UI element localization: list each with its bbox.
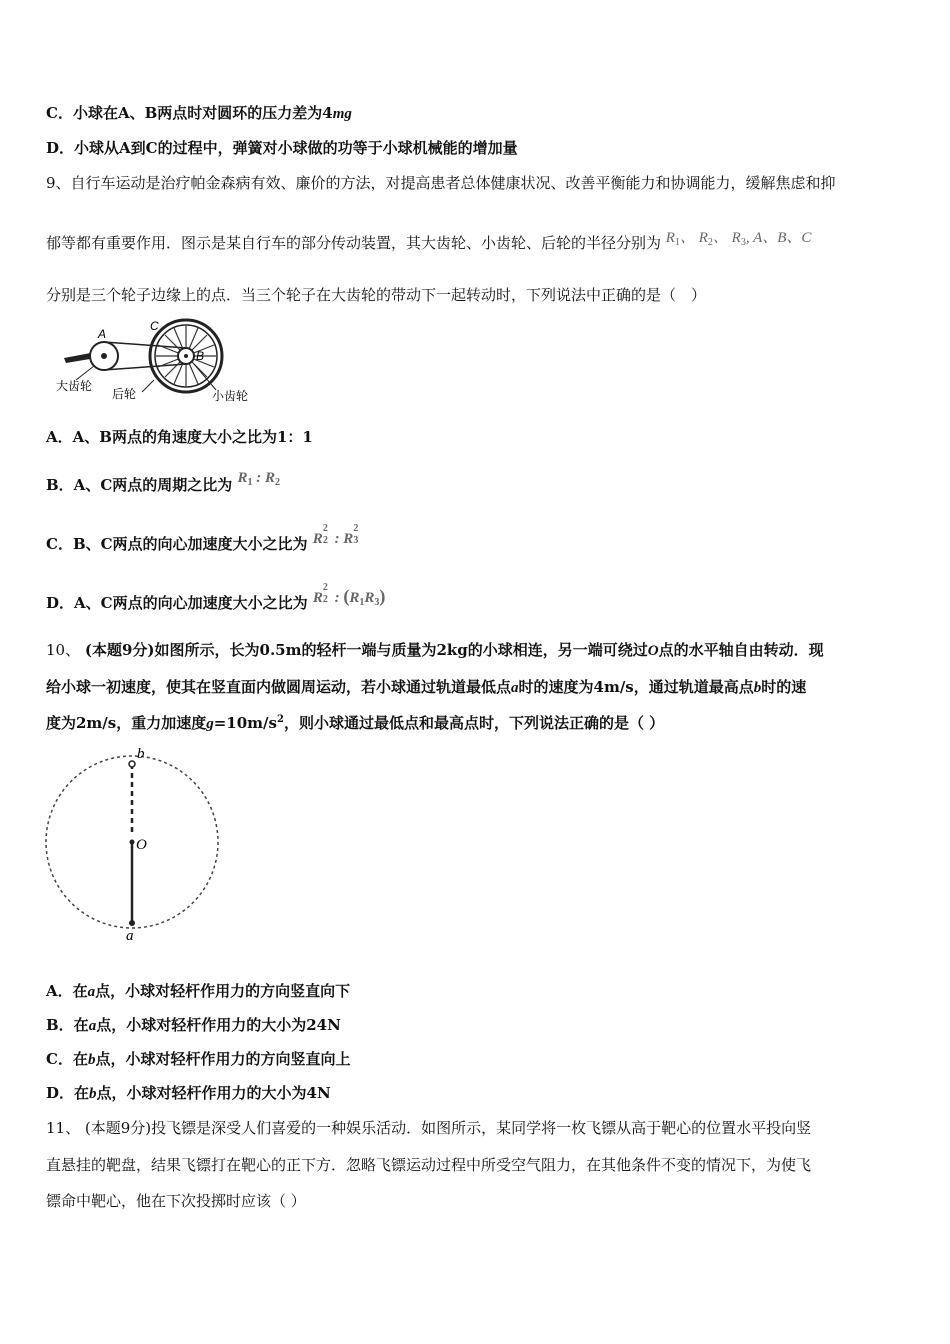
label-c: C: [150, 319, 159, 333]
q9-option-b: B．A、C两点的周期之比为 $R_1$ : $R_2$: [46, 470, 281, 494]
q11-stem-line-2: 直悬挂的靶盘，结果飞镖打在靶心的正下方．忽略飞镖运动过程中所受空气阻力，在其他条件不变的情况下，为使飞: [46, 1156, 812, 1174]
q10-option-c: C．在b点，小球对轻杆作用力的方向竖直向上: [46, 1050, 351, 1068]
bicycle-transmission-figure: [56, 318, 266, 410]
pivot-o: [130, 840, 135, 845]
label-a: a: [126, 928, 134, 942]
q8-option-c: C．小球在A、B两点时对圆环的压力差为4mg: [46, 104, 352, 122]
label-b: B: [196, 349, 205, 363]
q10-stem-line-3: 度为2m/s，重力加速度$g=10m/s^2$，则小球通过最低点和最高点时，下列说法正确的是（ ）: [46, 714, 665, 732]
q11-stem-line-3: 镖命中靶心，他在下次投掷时应该（ ）: [46, 1192, 306, 1210]
q8-option-d: D．小球从A到C的过程中，弹簧对小球做的功等于小球机械能的增加量: [46, 139, 518, 157]
q10-stem-line-2: 给小球一初速度，使其在竖直面内做圆周运动，若小球通过轨道最低点a时的速度为4m/s，通过轨道最高点b时的速: [46, 678, 807, 696]
label-small-gear: 小齿轮: [212, 389, 249, 403]
q9-option-d: D．A、C两点的向心加速度大小之比为 R 2 2 : $(R_1R_3)$: [46, 582, 386, 612]
q10-option-b: B．在a点，小球对轻杆作用力的大小为24N: [46, 1016, 341, 1034]
ball-position-b: [129, 761, 135, 767]
label-rear-wheel: 后轮: [112, 387, 137, 401]
rod-circle-figure: [44, 742, 224, 942]
q11-stem-line-1: 11、 (本题9分)投飞镖是深受人们喜爱的一种娱乐活动．如图所示，某同学将一枚飞镖从高于靶心的位置水平投向竖: [46, 1119, 812, 1137]
q9-stem-line-1: 9、自行车运动是治疗帕金森病有效、廉价的方法，对提高患者总体健康状况、改善平衡能力和协调能力，缓解焦虑和抑: [46, 174, 836, 192]
q9-option-c: C．B、C两点的向心加速度大小之比为 R 2 2 : R 2 3: [46, 523, 359, 553]
q9-option-a: A．A、B两点的角速度大小之比为1：1: [46, 428, 313, 446]
q10-stem-line-1: 10、 (本题9分)如图所示，长为0.5m的轻杆一端与质量为2kg的小球相连，另一端可绕过O点的水平轴自由转动．现: [46, 641, 824, 659]
q10-option-a: A．在a点，小球对轻杆作用力的方向竖直向下: [46, 982, 351, 1000]
q10-option-d: D．在b点，小球对轻杆作用力的大小为4N: [46, 1084, 331, 1102]
ball-position-a: [129, 920, 135, 926]
label-b: b: [137, 746, 145, 762]
q9-stem-line-2: 郁等都有重要作用．图示是某自行车的部分传动装置，其大齿轮、小齿轮、后轮的半径分别为 $R_1$、 $R_2$、 $R_3$, A、B、C: [46, 230, 812, 252]
q9-stem-line-3: 分别是三个轮子边缘上的点．当三个轮子在大齿轮的带动下一起转动时，下列说法中正确的是（ ）: [46, 286, 707, 304]
label-a: A: [98, 327, 107, 341]
label-o: O: [136, 837, 147, 853]
label-big-gear: 大齿轮: [56, 379, 93, 393]
